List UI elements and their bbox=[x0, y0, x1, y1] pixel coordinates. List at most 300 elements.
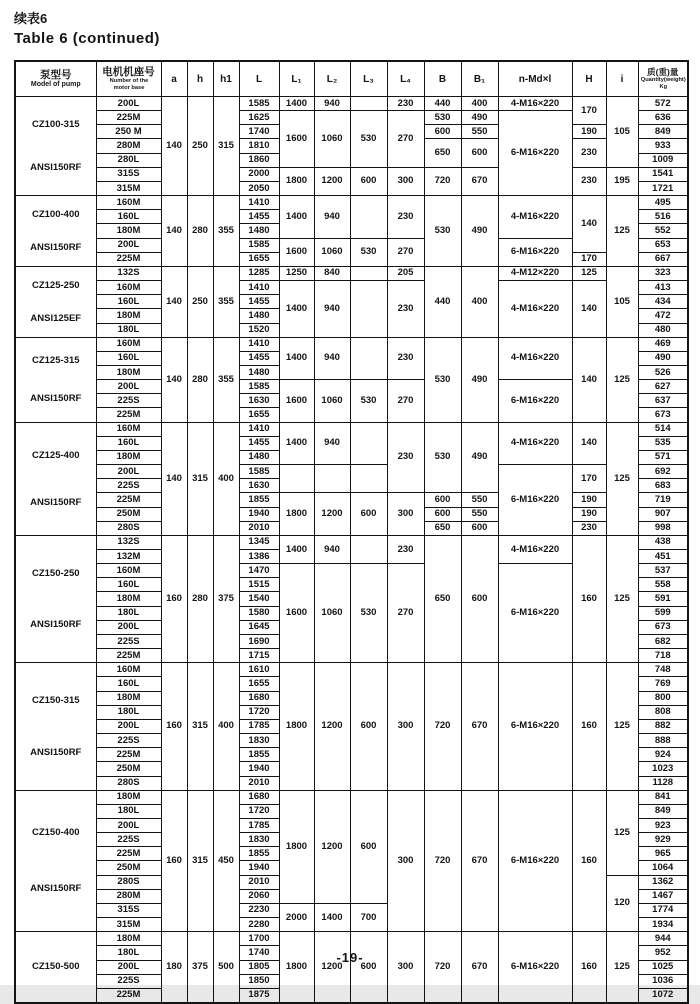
cell-wt: 667 bbox=[638, 252, 688, 266]
cell-base: 225M bbox=[96, 493, 161, 507]
cell-model bbox=[15, 663, 96, 790]
cell-L2: 940 bbox=[314, 97, 350, 111]
cell-base: 280S bbox=[96, 875, 161, 889]
cell-nMd: 4-M16×220 bbox=[498, 422, 572, 464]
cell-L: 2280 bbox=[239, 918, 279, 932]
cell-L1: 1400 bbox=[279, 422, 314, 464]
table-row bbox=[15, 337, 688, 351]
cell-wt: 748 bbox=[638, 663, 688, 677]
cell-wt: 923 bbox=[638, 818, 688, 832]
cell-base: 200L bbox=[96, 620, 161, 634]
cell-wt: 599 bbox=[638, 606, 688, 620]
cell-a: 140 bbox=[161, 337, 187, 422]
cell-wt: 907 bbox=[638, 507, 688, 521]
cell-B: 720 bbox=[424, 167, 461, 195]
cell-L4: 300 bbox=[387, 167, 424, 195]
cell-i: 125 bbox=[606, 337, 638, 422]
cell-L4: 270 bbox=[387, 380, 424, 422]
cell-wt: 1721 bbox=[638, 181, 688, 195]
table-row bbox=[15, 535, 688, 549]
cell-base: 180L bbox=[96, 705, 161, 719]
cell-h1: 400 bbox=[213, 663, 239, 790]
cell-L3 bbox=[350, 196, 387, 238]
table-row bbox=[15, 167, 688, 181]
table-row bbox=[15, 465, 688, 479]
cell-wt: 882 bbox=[638, 719, 688, 733]
cell-h1: 355 bbox=[213, 337, 239, 422]
pump-model-label: CZ150-250 bbox=[31, 567, 80, 579]
cell-wt: 637 bbox=[638, 394, 688, 408]
cell-wt: 480 bbox=[638, 323, 688, 337]
cell-L: 1645 bbox=[239, 620, 279, 634]
col-header-base-en1: Number of the bbox=[109, 78, 148, 84]
cell-a: 160 bbox=[161, 663, 187, 790]
cell-i: 125 bbox=[606, 932, 638, 1003]
cell-wt: 1362 bbox=[638, 875, 688, 889]
col-header-motor-base bbox=[96, 61, 161, 97]
cell-base: 315S bbox=[96, 167, 161, 181]
ansi-flange-label: ANSI150RF bbox=[30, 883, 82, 895]
cell-base: 225S bbox=[96, 734, 161, 748]
cell-L2: 1060 bbox=[314, 238, 350, 266]
cell-L: 1655 bbox=[239, 677, 279, 691]
cell-L: 2050 bbox=[239, 181, 279, 195]
cell-B: 650 bbox=[424, 139, 461, 167]
cell-H: 160 bbox=[572, 663, 606, 790]
cell-wt: 514 bbox=[638, 422, 688, 436]
cell-L: 1630 bbox=[239, 479, 279, 493]
cell-L: 1410 bbox=[239, 196, 279, 210]
pump-model-label: CZ100-400 bbox=[31, 208, 80, 220]
cell-L: 1480 bbox=[239, 365, 279, 379]
cell-base: 160L bbox=[96, 436, 161, 450]
cell-i: 125 bbox=[606, 790, 638, 875]
cell-nMd: 4-M16×220 bbox=[498, 337, 572, 379]
cell-model: CZ150-500 bbox=[15, 932, 96, 1003]
cell-wt: 469 bbox=[638, 337, 688, 351]
cell-wt: 552 bbox=[638, 224, 688, 238]
col-header-weight-unit: Kg bbox=[658, 83, 667, 90]
cell-model bbox=[15, 97, 96, 196]
cell-L2: 1400 bbox=[314, 903, 350, 931]
cell-L3 bbox=[350, 266, 387, 280]
cell-B1: 490 bbox=[461, 196, 498, 267]
cell-wt: 769 bbox=[638, 677, 688, 691]
table-row bbox=[15, 422, 688, 436]
cell-base: 160M bbox=[96, 281, 161, 295]
cell-wt: 535 bbox=[638, 436, 688, 450]
cell-base: 250M bbox=[96, 861, 161, 875]
cell-L: 1480 bbox=[239, 224, 279, 238]
cell-B1: 400 bbox=[461, 266, 498, 337]
ansi-flange-label: ANSI125EF bbox=[30, 313, 82, 325]
cell-base: 280S bbox=[96, 521, 161, 535]
pump-model-label: CZ150-315 bbox=[31, 695, 80, 707]
cell-nMd: 6-M16×220 bbox=[498, 790, 572, 932]
cell-L3 bbox=[350, 97, 387, 111]
cell-B1: 670 bbox=[461, 167, 498, 195]
col-header-L1: L₁ bbox=[279, 61, 314, 97]
cell-L3: 530 bbox=[350, 380, 387, 422]
cell-L: 1470 bbox=[239, 564, 279, 578]
cell-H: 190 bbox=[572, 493, 606, 507]
cell-L3: 600 bbox=[350, 932, 387, 1003]
cell-wt: 718 bbox=[638, 649, 688, 663]
cell-L3: 600 bbox=[350, 493, 387, 535]
col-header-nMdxl: n-Md×l bbox=[498, 61, 572, 97]
cell-B1: 600 bbox=[461, 521, 498, 535]
cell-L4: 230 bbox=[387, 97, 424, 111]
cell-wt: 627 bbox=[638, 380, 688, 394]
cell-L4: 270 bbox=[387, 564, 424, 663]
cell-L: 1455 bbox=[239, 210, 279, 224]
cell-wt: 1467 bbox=[638, 889, 688, 903]
cell-nMd: 6-M16×220 bbox=[498, 111, 572, 196]
cell-L1: 1400 bbox=[279, 281, 314, 338]
cell-base: 160M bbox=[96, 337, 161, 351]
cell-L: 1480 bbox=[239, 450, 279, 464]
cell-base: 250 M bbox=[96, 125, 161, 139]
col-header-base-cn: 电机机座号 bbox=[102, 66, 155, 78]
cell-wt: 1774 bbox=[638, 903, 688, 917]
col-header-weight-en: Quantity(weight) bbox=[640, 76, 686, 83]
cell-L1: 1800 bbox=[279, 493, 314, 535]
cell-base: 132S bbox=[96, 535, 161, 549]
cell-h: 280 bbox=[187, 196, 213, 267]
cell-i: 125 bbox=[606, 196, 638, 267]
cell-L2: 940 bbox=[314, 337, 350, 379]
cell-B: 440 bbox=[424, 266, 461, 337]
cell-base: 225S bbox=[96, 974, 161, 988]
cell-L4: 300 bbox=[387, 932, 424, 1003]
cell-base: 160L bbox=[96, 677, 161, 691]
cell-base: 180M bbox=[96, 224, 161, 238]
cell-h: 375 bbox=[187, 932, 213, 1003]
cell-wt: 1064 bbox=[638, 861, 688, 875]
cell-nMd: 6-M16×220 bbox=[498, 663, 572, 790]
cell-H: 170 bbox=[572, 252, 606, 266]
pump-model-label: CZ125-315 bbox=[31, 355, 80, 367]
cell-L: 1940 bbox=[239, 507, 279, 521]
cell-base: 315M bbox=[96, 918, 161, 932]
cell-L: 1520 bbox=[239, 323, 279, 337]
cell-wt: 683 bbox=[638, 479, 688, 493]
col-header-L3: L₃ bbox=[350, 61, 387, 97]
cell-L3: 530 bbox=[350, 238, 387, 266]
cell-L: 1630 bbox=[239, 394, 279, 408]
cell-wt: 516 bbox=[638, 210, 688, 224]
cell-L: 1785 bbox=[239, 719, 279, 733]
cell-B1: 490 bbox=[461, 111, 498, 125]
cell-B1: 600 bbox=[461, 535, 498, 662]
cell-wt: 495 bbox=[638, 196, 688, 210]
cell-wt: 1025 bbox=[638, 960, 688, 974]
cell-wt: 591 bbox=[638, 592, 688, 606]
cell-wt: 636 bbox=[638, 111, 688, 125]
cell-wt: 933 bbox=[638, 139, 688, 153]
cell-L: 1700 bbox=[239, 932, 279, 946]
cell-L1: 1400 bbox=[279, 97, 314, 111]
cell-L3 bbox=[350, 422, 387, 464]
cell-L: 1655 bbox=[239, 252, 279, 266]
cell-B1: 670 bbox=[461, 790, 498, 932]
cell-B: 530 bbox=[424, 111, 461, 125]
cell-B: 600 bbox=[424, 493, 461, 507]
cell-L1: 1600 bbox=[279, 238, 314, 266]
cell-L: 1805 bbox=[239, 960, 279, 974]
cell-L: 1585 bbox=[239, 238, 279, 252]
cell-wt: 888 bbox=[638, 734, 688, 748]
cell-L: 1720 bbox=[239, 804, 279, 818]
cell-B1: 550 bbox=[461, 493, 498, 507]
cell-i: 195 bbox=[606, 167, 638, 195]
cell-base: 200L bbox=[96, 238, 161, 252]
cell-L: 2010 bbox=[239, 776, 279, 790]
cell-nMd: 6-M16×220 bbox=[498, 238, 572, 266]
cell-base: 225M bbox=[96, 847, 161, 861]
cell-L: 1540 bbox=[239, 592, 279, 606]
cell-L3 bbox=[350, 337, 387, 379]
cell-wt: 924 bbox=[638, 748, 688, 762]
col-header-base-en2: motor base bbox=[113, 85, 144, 91]
cell-i: 125 bbox=[606, 663, 638, 790]
cell-a: 160 bbox=[161, 535, 187, 662]
cell-wt: 944 bbox=[638, 932, 688, 946]
cell-H: 190 bbox=[572, 507, 606, 521]
cell-base: 280S bbox=[96, 776, 161, 790]
cell-L3 bbox=[350, 535, 387, 563]
cell-wt: 451 bbox=[638, 550, 688, 564]
cell-nMd: 4-M12×220 bbox=[498, 266, 572, 280]
cell-L2: 940 bbox=[314, 422, 350, 464]
cell-model bbox=[15, 337, 96, 422]
cell-h: 250 bbox=[187, 266, 213, 337]
ansi-flange-label: ANSI150RF bbox=[30, 496, 82, 508]
cell-model bbox=[15, 535, 96, 662]
table-row bbox=[15, 97, 688, 111]
cell-base: 225M bbox=[96, 988, 161, 1003]
col-header-model bbox=[15, 61, 96, 97]
cell-B: 720 bbox=[424, 932, 461, 1003]
cell-wt: 965 bbox=[638, 847, 688, 861]
col-header-B: B bbox=[424, 61, 461, 97]
cell-L: 1410 bbox=[239, 422, 279, 436]
cell-wt: 1934 bbox=[638, 918, 688, 932]
cell-H: 140 bbox=[572, 196, 606, 253]
cell-base: 200L bbox=[96, 465, 161, 479]
cell-L: 1855 bbox=[239, 847, 279, 861]
cell-L: 1410 bbox=[239, 281, 279, 295]
cell-L3: 600 bbox=[350, 663, 387, 790]
ansi-flange-label: ANSI150RF bbox=[30, 746, 82, 758]
col-header-h: h bbox=[187, 61, 213, 97]
cell-L: 2000 bbox=[239, 167, 279, 181]
cell-base: 160M bbox=[96, 196, 161, 210]
cell-L2: 1200 bbox=[314, 932, 350, 1003]
cell-wt: 849 bbox=[638, 125, 688, 139]
cell-base: 200L bbox=[96, 97, 161, 111]
col-header-B1: B₁ bbox=[461, 61, 498, 97]
cell-L: 1580 bbox=[239, 606, 279, 620]
cell-base: 180M bbox=[96, 450, 161, 464]
cell-L2: 840 bbox=[314, 266, 350, 280]
cell-base: 315S bbox=[96, 903, 161, 917]
cell-nMd: 4-M16×220 bbox=[498, 97, 572, 111]
cell-nMd: 6-M16×220 bbox=[498, 564, 572, 663]
cell-i: 105 bbox=[606, 266, 638, 337]
cell-h1: 450 bbox=[213, 790, 239, 932]
cell-L4: 230 bbox=[387, 337, 424, 379]
cell-wt: 490 bbox=[638, 351, 688, 365]
cell-B: 600 bbox=[424, 125, 461, 139]
cell-L: 1855 bbox=[239, 493, 279, 507]
cell-L: 1720 bbox=[239, 705, 279, 719]
cell-L2: 1200 bbox=[314, 493, 350, 535]
cell-nMd: 4-M16×220 bbox=[498, 535, 572, 563]
cell-B1: 490 bbox=[461, 422, 498, 493]
table-row bbox=[15, 493, 688, 507]
cell-base: 180M bbox=[96, 365, 161, 379]
table-row bbox=[15, 932, 688, 946]
cell-base: 160M bbox=[96, 422, 161, 436]
cell-L: 1455 bbox=[239, 351, 279, 365]
cell-L: 1830 bbox=[239, 833, 279, 847]
cell-B1: 490 bbox=[461, 337, 498, 422]
cell-L4: 270 bbox=[387, 238, 424, 266]
cell-L: 1515 bbox=[239, 578, 279, 592]
cell-wt: 808 bbox=[638, 705, 688, 719]
ansi-flange-label: ANSI150RF bbox=[30, 161, 82, 173]
cell-H: 160 bbox=[572, 932, 606, 1003]
cell-B: 720 bbox=[424, 790, 461, 932]
cell-base: 160L bbox=[96, 351, 161, 365]
cell-model bbox=[15, 790, 96, 932]
cell-H: 140 bbox=[572, 337, 606, 422]
cell-L: 1680 bbox=[239, 790, 279, 804]
page-number: -19- bbox=[336, 950, 364, 965]
cell-L: 2010 bbox=[239, 521, 279, 535]
cell-H: 230 bbox=[572, 521, 606, 535]
cell-base: 250M bbox=[96, 762, 161, 776]
cell-L3: 600 bbox=[350, 790, 387, 903]
cell-base: 200L bbox=[96, 818, 161, 832]
cell-wt: 572 bbox=[638, 97, 688, 111]
cell-base: 160L bbox=[96, 210, 161, 224]
cell-wt: 673 bbox=[638, 620, 688, 634]
cell-h: 280 bbox=[187, 535, 213, 662]
col-header-weight-cn: 质(重)量 bbox=[647, 66, 679, 77]
cell-nMd: 4-M16×220 bbox=[498, 196, 572, 238]
cell-base: 160L bbox=[96, 578, 161, 592]
col-header-H: H bbox=[572, 61, 606, 97]
cell-wt: 692 bbox=[638, 465, 688, 479]
cell-L: 1715 bbox=[239, 649, 279, 663]
cell-L: 1625 bbox=[239, 111, 279, 125]
pump-model-label: CZ125-250 bbox=[31, 279, 80, 291]
cell-wt: 323 bbox=[638, 266, 688, 280]
cell-wt: 1072 bbox=[638, 988, 688, 1003]
pump-model-label: CZ150-400 bbox=[31, 827, 80, 839]
title-english: Table 6 (continued) bbox=[14, 30, 160, 47]
cell-base: 180M bbox=[96, 691, 161, 705]
cell-L3: 530 bbox=[350, 564, 387, 663]
cell-base: 180L bbox=[96, 946, 161, 960]
cell-H: 230 bbox=[572, 139, 606, 167]
cell-base: 280M bbox=[96, 139, 161, 153]
cell-L1: 1400 bbox=[279, 196, 314, 238]
cell-L: 1585 bbox=[239, 97, 279, 111]
cell-B1: 600 bbox=[461, 139, 498, 167]
pump-spec-table bbox=[14, 60, 689, 1004]
cell-base: 225M bbox=[96, 252, 161, 266]
cell-wt: 571 bbox=[638, 450, 688, 464]
cell-base: 250M bbox=[96, 507, 161, 521]
cell-wt: 849 bbox=[638, 804, 688, 818]
cell-L2: 940 bbox=[314, 281, 350, 338]
cell-L: 2010 bbox=[239, 875, 279, 889]
cell-L: 1855 bbox=[239, 748, 279, 762]
cell-base: 225M bbox=[96, 748, 161, 762]
col-header-weight bbox=[638, 61, 688, 97]
cell-L4: 300 bbox=[387, 663, 424, 790]
pump-model-label: CZ125-400 bbox=[31, 449, 80, 461]
cell-L4: 230 bbox=[387, 535, 424, 563]
cell-L2: 1060 bbox=[314, 111, 350, 168]
cell-L4: 230 bbox=[387, 422, 424, 493]
cell-L4: 300 bbox=[387, 790, 424, 932]
cell-L3 bbox=[350, 465, 387, 493]
cell-L1: 1800 bbox=[279, 663, 314, 790]
cell-base: 180L bbox=[96, 323, 161, 337]
cell-base: 225M bbox=[96, 649, 161, 663]
cell-B1: 670 bbox=[461, 932, 498, 1003]
cell-L1: 1600 bbox=[279, 111, 314, 168]
cell-L: 1680 bbox=[239, 691, 279, 705]
cell-nMd: 6-M16×220 bbox=[498, 380, 572, 422]
cell-L: 1455 bbox=[239, 436, 279, 450]
cell-L4: 270 bbox=[387, 111, 424, 168]
cell-L1: 1600 bbox=[279, 564, 314, 663]
cell-wt: 472 bbox=[638, 309, 688, 323]
cell-base: 225M bbox=[96, 408, 161, 422]
cell-i: 105 bbox=[606, 97, 638, 168]
cell-L: 1690 bbox=[239, 634, 279, 648]
cell-h1: 500 bbox=[213, 932, 239, 1003]
cell-B1: 400 bbox=[461, 97, 498, 111]
cell-base: 225S bbox=[96, 479, 161, 493]
col-header-model-cn: 泵型号 bbox=[40, 69, 72, 81]
cell-base: 225S bbox=[96, 394, 161, 408]
cell-B1: 550 bbox=[461, 125, 498, 139]
cell-L: 1860 bbox=[239, 153, 279, 167]
cell-H: 140 bbox=[572, 422, 606, 464]
cell-H: 140 bbox=[572, 281, 606, 338]
cell-wt: 841 bbox=[638, 790, 688, 804]
cell-L: 1285 bbox=[239, 266, 279, 280]
cell-base: 180M bbox=[96, 309, 161, 323]
cell-a: 140 bbox=[161, 196, 187, 267]
cell-base: 160M bbox=[96, 564, 161, 578]
cell-L: 1585 bbox=[239, 380, 279, 394]
cell-nMd: 6-M16×220 bbox=[498, 932, 572, 1003]
cell-i: 125 bbox=[606, 422, 638, 535]
cell-h1: 315 bbox=[213, 97, 239, 196]
pump-model-label: CZ100-315 bbox=[31, 119, 80, 131]
cell-L1: 1600 bbox=[279, 380, 314, 422]
col-header-L2: L₂ bbox=[314, 61, 350, 97]
cell-a: 180 bbox=[161, 932, 187, 1003]
cell-B: 720 bbox=[424, 663, 461, 790]
